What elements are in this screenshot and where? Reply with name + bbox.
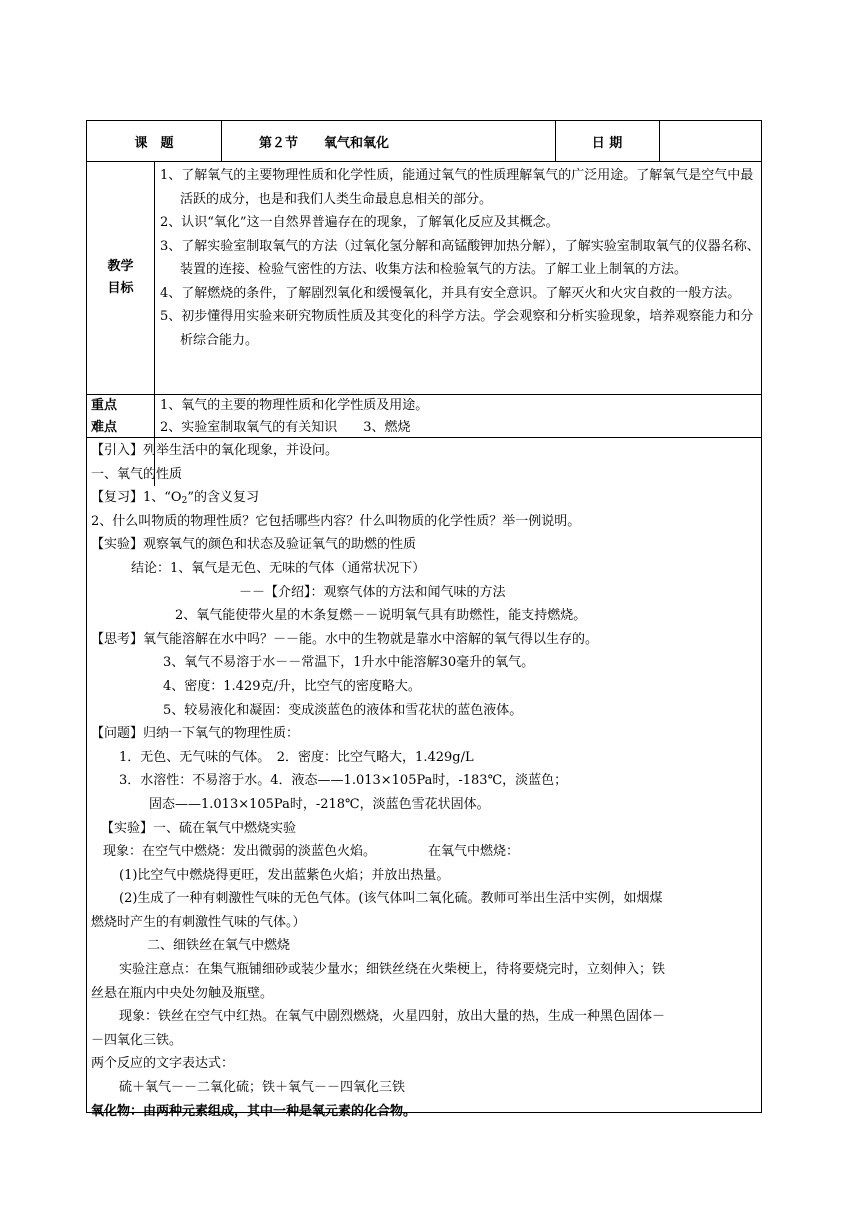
summary-line: 固态——1.013×105Pa时，-218℃，淡蓝色雪花状固体。 [149, 796, 490, 812]
objectives-label-2: 目标 [107, 281, 134, 296]
phenomenon-line-cont: －四氧化三铁。 [91, 1032, 183, 1048]
definition-line: 氧化物：由两种元素组成，其中一种是氧元素的化合物。 [91, 1103, 417, 1119]
key-point-line: 1、氧气的主要的物理性质和化学性质及用途。 [160, 398, 429, 413]
phenomenon-item: (1)比空气中燃烧得更旺，发出蓝紫色火焰；并放出热量。 [119, 867, 450, 883]
divider [221, 121, 222, 162]
intro-method-line: －－【介绍】：观察气体的方法和闻气味的方法 [239, 584, 506, 600]
date-value-cell [659, 121, 761, 162]
phenomenon-line: 现象：在空气中燃烧：发出微弱的淡蓝色火焰。 在氧气中燃烧： [103, 844, 520, 860]
summary-line: 1．无色、无气味的气体。 2．密度：比空气略大，1.429g/L [119, 749, 474, 765]
property-line: 3、氧气不易溶于水－－常温下，1升水中能溶解30毫升的氧气。 [163, 655, 535, 671]
objective-item: 2、认识“氧化”这一自然界普遍存在的现象，了解氧化反应及其概念。 [160, 215, 559, 230]
phenomenon-item: (2)生成了一种有刺激性气味的无色气体。(该气体叫二氧化硫。教师可举出生活中实例，如烟煤 [119, 891, 663, 907]
notes-line-cont: 丝悬在瓶内中央处勿触及瓶壁。 [91, 985, 274, 1001]
objectives-label-1: 教学 [107, 259, 134, 274]
property-line: 4、密度：1.429克/升，比空气的密度略大。 [163, 678, 421, 694]
lesson-plan-table [86, 120, 762, 1119]
property-line: 5、较易液化和凝固：变成淡蓝色的液体和雪花状的蓝色液体。 [163, 702, 523, 718]
objectives-label-cell [87, 162, 154, 394]
topic-label: 课 题 [134, 136, 174, 151]
question-line: 2、什么叫物质的物理性质？它包括哪些内容？什么叫物质的化学性质？举一例说明。 [91, 513, 581, 529]
notes-line: 实验注意点：在集气瓶铺细砂或装少量水；细铁丝绕在火柴梗上，待将要烧完时，立刻伸入；铁 [119, 962, 666, 978]
conclusion-line: 2、氧气能使带火星的木条复燃－－说明氧气具有助燃性，能支持燃烧。 [175, 608, 587, 624]
conclusion-line: 结论：1、氧气是无色、无味的气体（通常状况下） [131, 560, 426, 576]
experiment-line: 【实验】观察氧气的颜色和状态及验证氧气的助燃的性质 [91, 537, 417, 553]
key-points-label-cell [87, 395, 154, 437]
equations-title: 两个反应的文字表达式： [91, 1056, 235, 1072]
topic-value-cell [221, 121, 555, 162]
divider [659, 121, 660, 162]
objective-item: 4、了解燃烧的条件，了解剧烈氧化和缓慢氧化，并具有安全意识。了解灭火和火灾自救的一般方法。 [160, 285, 741, 301]
section-heading: 二、细铁丝在氧气中燃烧 [147, 938, 291, 954]
phenomenon-line: 现象：铁丝在空气中红热。在氧气中剧烈燃烧，火星四射，放出大量的热，生成一种黑色固体－ [119, 1009, 666, 1025]
divider [555, 121, 556, 162]
summary-line: 3．水溶性：不易溶于水。4．液态——1.013×105Pa时，-183℃，淡蓝色； [119, 773, 568, 789]
objectives-list [160, 162, 760, 352]
key-points-content [160, 395, 760, 439]
key-point-line: 2、实验室制取氧气的有关知识 3、燃烧 [160, 420, 411, 435]
objective-item: 3、了解实验室制取氧气的方法（过氧化氢分解和高锰酸钾加热分解），了解实验室制取氧气的仪器名称、装置的连接、检验气密性的方法、收集方法和检验氧气的方法。了解工业上制氧的方法。 [160, 238, 760, 277]
topic-label-cell [87, 121, 221, 162]
date-label-cell [555, 121, 659, 162]
section-heading: 一、氧气的性质 [91, 466, 183, 482]
key-points-label-1: 重点 [91, 398, 118, 413]
topic-value: 第２节 氧气和氧化 [259, 136, 390, 151]
key-points-label-2: 难点 [91, 420, 118, 435]
equations-line: 硫＋氧气－－二氧化硫；铁＋氧气－－四氧化三铁 [119, 1080, 406, 1096]
review-line: 【复习】1、“$O_2$”的含义复习 [91, 490, 259, 507]
think-line: 【思考】氧气能溶解在水中吗？－－能。水中的生物就是靠水中溶解的氧气得以生存的。 [91, 631, 599, 647]
objective-item: 5、初步懂得用实验来研究物质性质及其变化的科学方法。学会观察和分析实验现象，培养观察能力和分析综合能力。 [160, 309, 754, 348]
experiment-line: 【实验】一、硫在氧气中燃烧实验 [101, 820, 297, 836]
intro-line: 【引入】列举生活中的氧化现象，并设问。 [91, 443, 339, 458]
objective-item: 1、了解氧气的主要物理性质和化学性质，能通过氧气的性质理解氧气的广泛用途。了解氧气是空气中最活跃的成分，也是和我们人类生命最息息相关的部分。 [160, 168, 754, 207]
date-label: 日 期 [591, 136, 623, 151]
phenomenon-item-cont: 燃烧时产生的有刺激性气味的气体。） [91, 914, 306, 930]
problem-line: 【问题】归纳一下氧气的物理性质： [91, 726, 300, 742]
divider [87, 437, 761, 438]
lesson-content [91, 439, 759, 1123]
